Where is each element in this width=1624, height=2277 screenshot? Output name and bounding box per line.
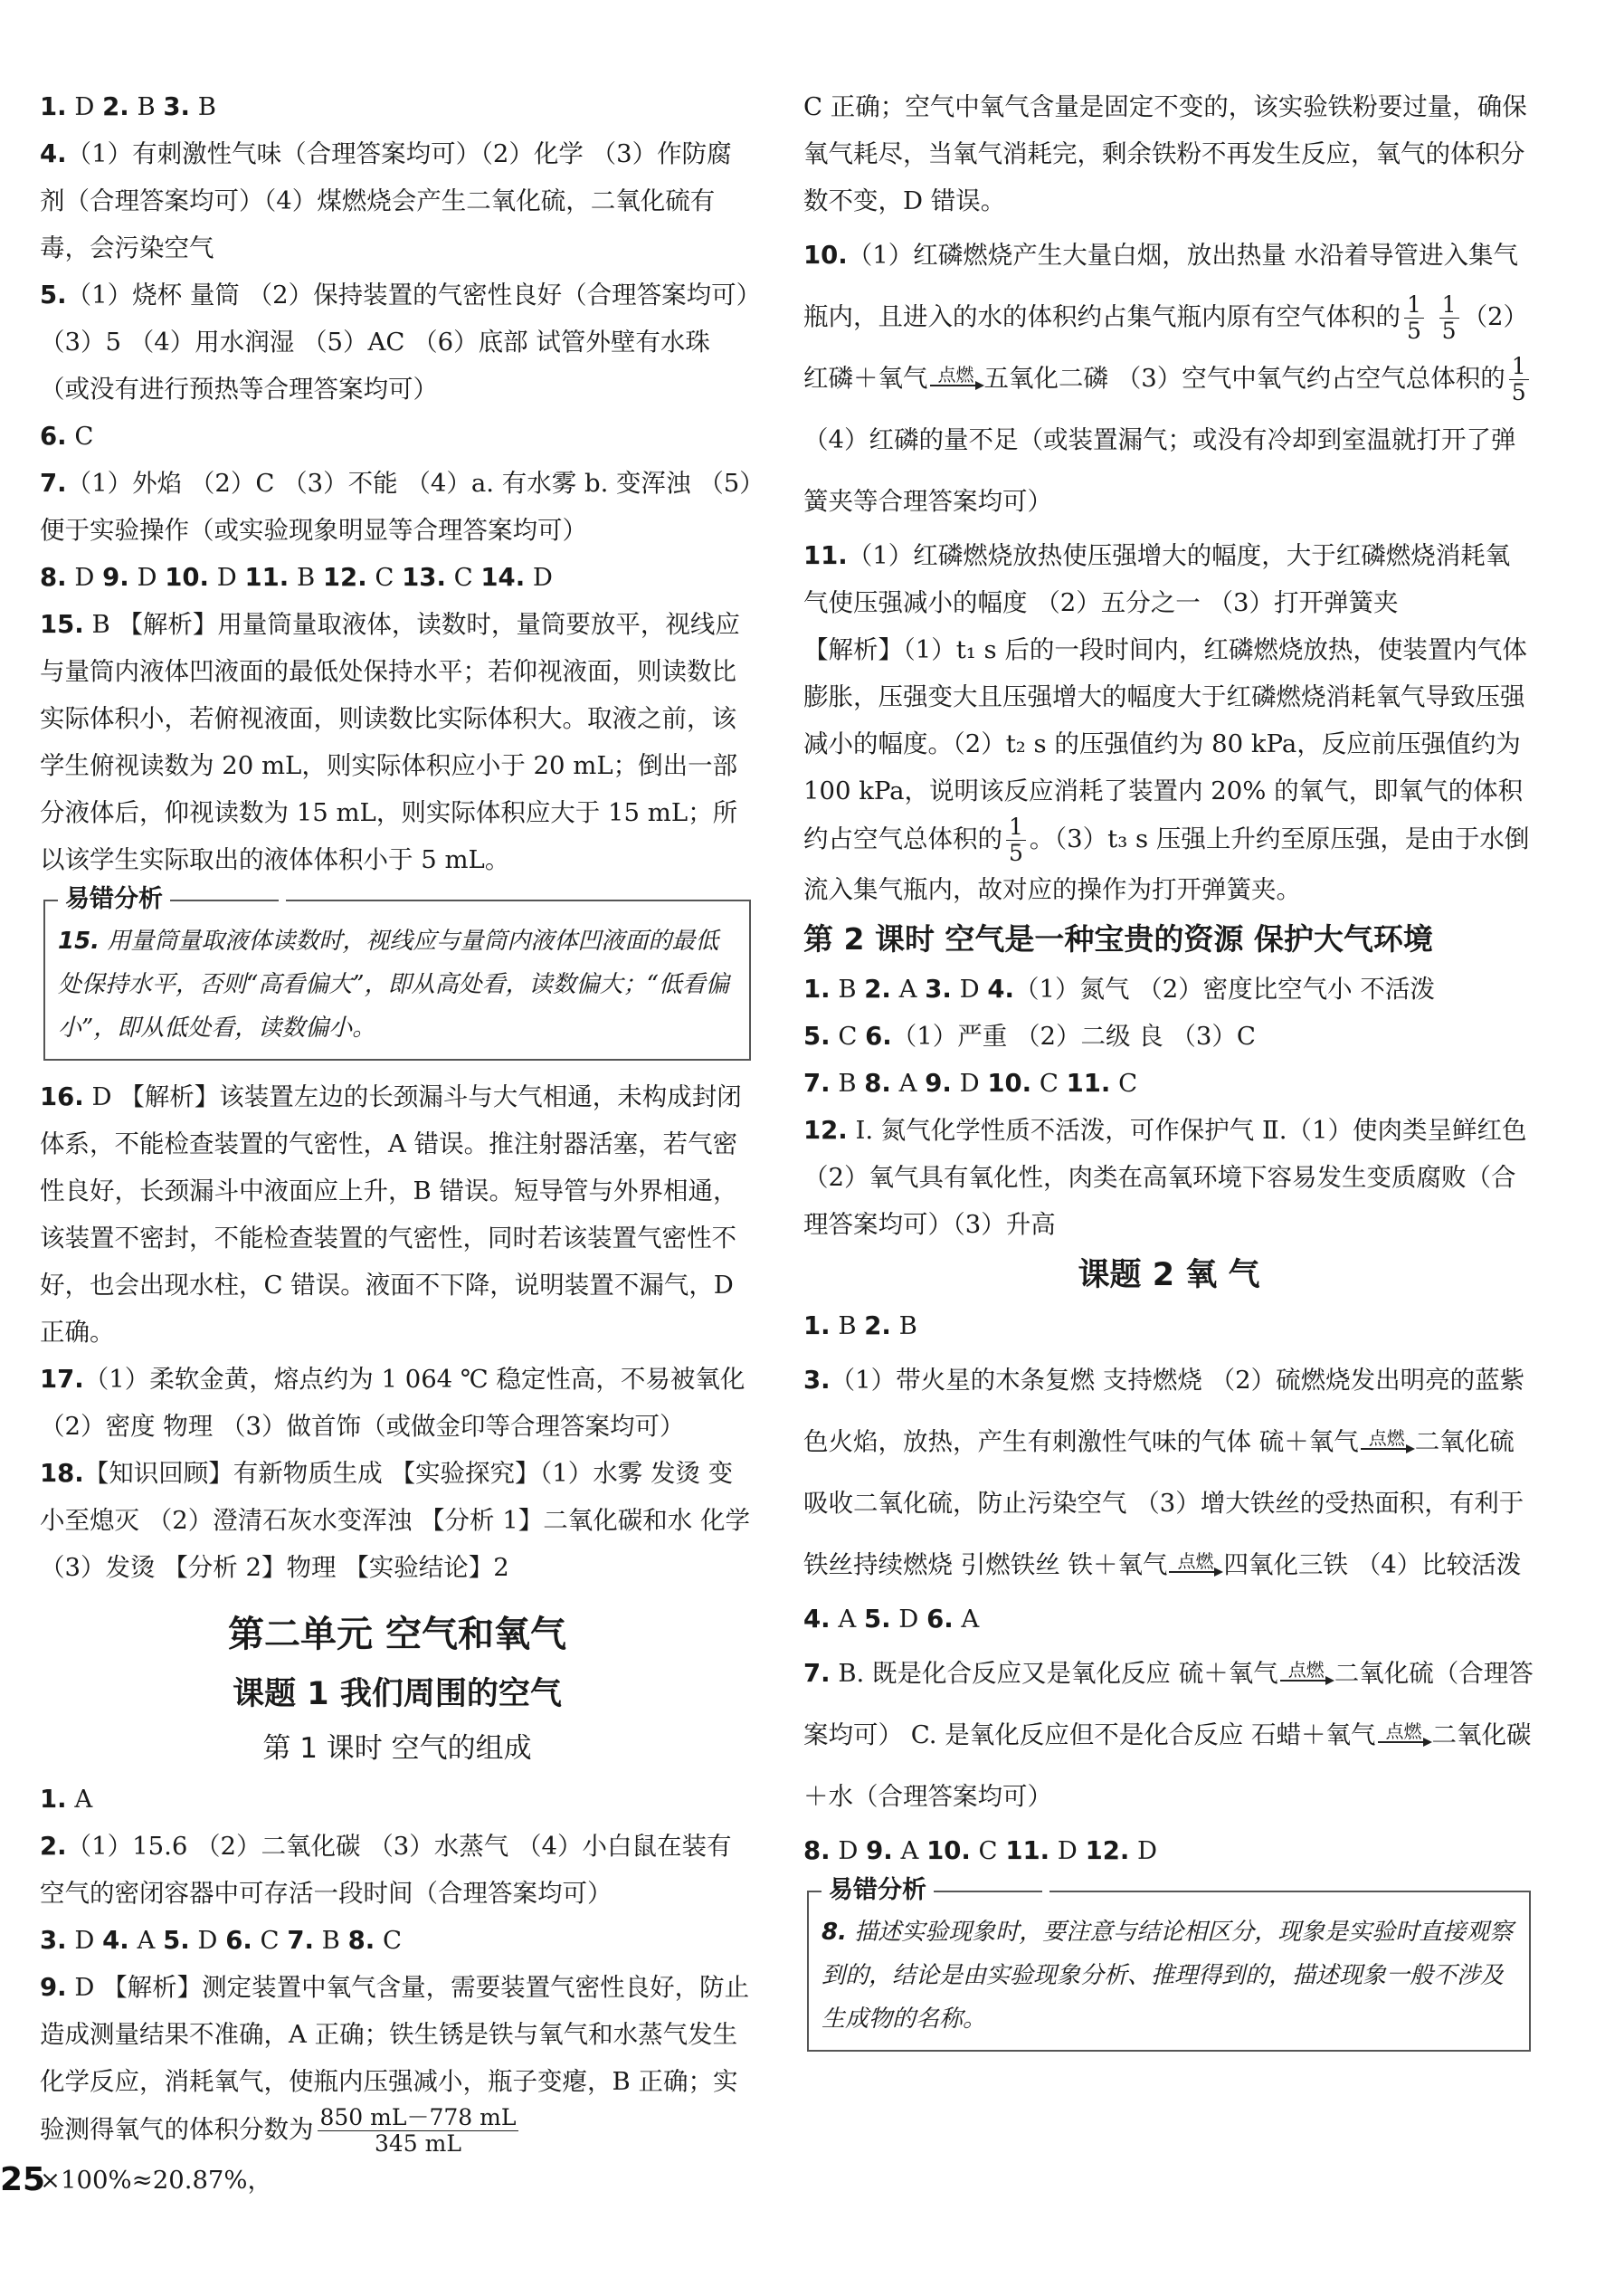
- answer-paragraph: [803, 1060, 1534, 1107]
- question-number: 3.: [925, 975, 952, 1004]
- answer-paragraph: [40, 1073, 755, 1356]
- reaction-arrow-icon: [1169, 1551, 1221, 1573]
- answer-paragraph: [40, 554, 755, 601]
- question-number: 7.: [803, 1659, 831, 1688]
- fraction-denominator: 5: [1407, 318, 1421, 344]
- answer-text: D: [66, 1926, 103, 1955]
- answer-paragraph: [803, 966, 1534, 1013]
- answer-text: B: [128, 92, 164, 121]
- answer-text: B: [830, 1311, 865, 1340]
- answer-paragraph: [803, 224, 1534, 532]
- answer-text: B: [190, 92, 216, 121]
- question-number: 10.: [926, 1836, 971, 1865]
- answer-text: 四氧化三铁 （4）比较活泼: [1223, 1550, 1522, 1579]
- question-number: 5.: [863, 1605, 891, 1634]
- answer-text: B: [313, 1926, 348, 1955]
- question-number: 4.: [102, 1926, 129, 1955]
- answer-text: A: [953, 1605, 980, 1634]
- answer-text: C: [830, 1022, 866, 1051]
- question-number: 8.: [40, 563, 67, 592]
- question-number: 7.: [40, 469, 67, 498]
- unit-heading: 第二单元 空气和氧气: [228, 1614, 566, 1655]
- question-number: 4.: [803, 1605, 831, 1634]
- answer-text: Ⅰ. 氮气化学性质不活泼，可作保护气 Ⅱ.（1）使肉类呈鲜红色 （2）氧气具有氧化性，肉类在高氧环境下容易发生变质腐败（合理答案均可）（3）升高: [803, 1116, 1527, 1239]
- answer-text: D: [1129, 1836, 1158, 1865]
- error-analysis-text: [58, 919, 736, 1050]
- question-number: 5.: [40, 281, 67, 310]
- question-number: 11.: [1005, 1836, 1050, 1865]
- answer-text: D 【解析】该装置左边的长颈漏斗与大气相通，未构成封闭体系，不能检查装置的气密性，A 错误。推注射器活塞，若气密性良好，长颈漏斗中液面应上升，B 错误。短导管与外界相通，该装置不密封，不能检查装置的气密性，同时若该装置气密性不好，也会出现水柱，C 错误。液面不下降，说明装置不漏气，D 正确。: [40, 1082, 742, 1347]
- topic-heading: 课题 2 氧 气: [1078, 1257, 1260, 1293]
- question-number: 6.: [40, 422, 67, 451]
- answer-text: C: [1031, 1069, 1067, 1098]
- error-analysis-title-text: 易错分析: [829, 1876, 926, 1904]
- answer-text: 【解析】（1）t₁ s 后的一段时间内，红磷燃烧放热，使装置内气体膨胀，压强变大且压强增大的幅度大于红磷燃烧消耗氧气导致压强减小的幅度。（2）t₂ s 的压强值约为 80 kPa，反应前压强值约为 100 kPa，说明该反应消耗了装置内 20% 的氧气，即氧气的体积约占空气总体积的: [803, 635, 1527, 853]
- question-number: 3.: [163, 92, 191, 121]
- fraction-numerator: 1: [1404, 292, 1424, 319]
- fraction-denominator: 345 mL: [374, 2130, 461, 2157]
- answer-text: A: [892, 1836, 927, 1865]
- question-number: 6.: [865, 1022, 892, 1051]
- question-number: 10.: [987, 1069, 1032, 1098]
- question-number: 7.: [287, 1926, 314, 1955]
- question-number: 2.: [102, 92, 129, 121]
- answer-text: B: [890, 1311, 917, 1340]
- question-number: 2.: [40, 1832, 67, 1861]
- answer-text: 【知识回顾】有新物质生成 【实验探究】（1）水雾 发烫 变小至熄灭 （2）澄清石灰水变浑浊 【分析 1】二氧化碳和水 化学 （3）发烫 【分析 2】物理 【实验结论】2: [40, 1459, 750, 1582]
- answer-paragraph: [803, 1827, 1534, 1874]
- answer-text: （1）红磷燃烧产生大量白烟，放出热量 水沿着导管进入集气瓶内，且进入的水的体积约占集气瓶内原有空气体积的: [803, 241, 1518, 331]
- answer-text: D: [830, 1836, 867, 1865]
- answer-paragraph: [40, 272, 755, 413]
- answer-text: B. 既是化合反应又是氧化反应 硫＋氧气: [830, 1659, 1278, 1688]
- topic-heading: 第 2 课时 空气是一种宝贵的资源 保护大气环境: [803, 921, 1433, 957]
- error-analysis-box: [807, 1876, 1531, 2052]
- answer-text: D: [951, 975, 988, 1004]
- question-number: 15.: [58, 928, 100, 955]
- answer-text: C: [445, 563, 481, 592]
- fraction: [1439, 292, 1459, 344]
- answer-text: 二氧化硫（合理答案均可） C. 是氧化反应但不是化合反应 石蜡＋氧气: [803, 1659, 1534, 1749]
- answer-paragraph: [803, 1643, 1534, 1827]
- error-analysis-text: [821, 1910, 1516, 2041]
- question-number: 18.: [40, 1459, 84, 1488]
- answer-text: A: [66, 1785, 93, 1814]
- answer-paragraph: [40, 1964, 755, 2204]
- answer-text: C: [970, 1836, 1006, 1865]
- fraction: [1509, 354, 1529, 405]
- question-number: 7.: [803, 1069, 831, 1098]
- question-number: 1.: [40, 92, 67, 121]
- answer-text: （1）15.6 （2）二氧化碳 （3）水蒸气 （4）小白鼠在装有空气的密闭容器中可存活一段时间（合理答案均可）: [40, 1832, 732, 1908]
- answer-text: C: [366, 563, 403, 592]
- question-number: 10.: [803, 241, 848, 270]
- answer-text: B: [830, 975, 865, 1004]
- question-number: 17.: [40, 1365, 84, 1394]
- answer-paragraph: [40, 1917, 755, 1964]
- answer-paragraph: [40, 83, 755, 130]
- answer-paragraph: [803, 1013, 1534, 1060]
- answer-text: [1428, 302, 1436, 331]
- answer-text: D: [66, 92, 103, 121]
- question-number: 8.: [821, 1919, 847, 1946]
- answer-text: B: [289, 563, 323, 592]
- answer-paragraph: [803, 83, 1534, 224]
- answer-text: D: [128, 563, 166, 592]
- question-number: 9.: [866, 1836, 893, 1865]
- answer-text: C: [252, 1926, 288, 1955]
- fraction: [1006, 815, 1026, 866]
- fraction-numerator: 850 mL－778 mL: [318, 2105, 519, 2131]
- title-rule: [170, 900, 279, 901]
- answer-text: （1）严重 （2）二级 良 （3）C: [891, 1022, 1256, 1051]
- fraction: [1404, 292, 1424, 344]
- answer-text: C: [375, 1926, 402, 1955]
- title-rule: [934, 1891, 1042, 1892]
- answer-paragraph: [40, 1823, 755, 1917]
- answer-paragraph: [40, 460, 755, 554]
- question-number: 4.: [40, 139, 67, 168]
- fraction: [318, 2105, 519, 2157]
- question-number: 9.: [40, 1973, 67, 2002]
- left-column: [40, 83, 755, 2204]
- reaction-condition: 点燃: [1385, 1720, 1422, 1742]
- question-number: 12.: [803, 1116, 848, 1145]
- answer-paragraph: [40, 1450, 755, 1591]
- reaction-arrow-icon: [1361, 1428, 1413, 1450]
- error-analysis-title: [821, 1874, 1049, 1907]
- answer-text: D: [208, 563, 245, 592]
- answer-paragraph: [40, 1356, 755, 1450]
- answer-text: D: [189, 1926, 226, 1955]
- question-number: 12.: [322, 563, 367, 592]
- answer-text: D: [525, 563, 553, 592]
- answer-text: A: [890, 975, 926, 1004]
- question-number: 11.: [803, 541, 848, 570]
- answer-paragraph: [803, 1302, 1534, 1349]
- question-number: 8.: [347, 1926, 375, 1955]
- reaction-condition: 点燃: [1287, 1659, 1325, 1681]
- question-number: 16.: [40, 1082, 84, 1111]
- fraction-numerator: 1: [1439, 292, 1459, 319]
- question-number: 2.: [864, 1311, 891, 1340]
- reaction-arrow-icon: [1378, 1721, 1430, 1743]
- question-number: 10.: [165, 563, 209, 592]
- answer-text: C: [1110, 1069, 1138, 1098]
- reaction-condition: 点燃: [1368, 1427, 1405, 1449]
- answer-text: A: [128, 1926, 164, 1955]
- answer-text: （1）氮气 （2）密度比空气小 不活泼: [1013, 975, 1435, 1004]
- answer-text: （1）烧杯 量筒 （2）保持装置的气密性良好（合理答案均可）（3）5 （4）用水润湿 （5）AC （6）底部 试管外壁有水珠（或没有进行预热等合理答案均可）: [40, 281, 749, 404]
- answer-text: D 【解析】测定装置中氧气含量，需要装置气密性良好，防止造成测量结果不准确，A 正确；铁生锈是铁与氧气和水蒸气发生化学反应，消耗氧气，使瓶内压强减小，瓶子变瘪，B 正确；实验测得氧气的体积分数为: [40, 1973, 750, 2144]
- answer-text: B: [830, 1069, 865, 1098]
- question-number: 13.: [402, 563, 446, 592]
- fraction-denominator: 5: [1511, 379, 1526, 405]
- answer-text: D: [890, 1605, 927, 1634]
- answer-text: C: [66, 422, 94, 451]
- question-number: 14.: [480, 563, 526, 592]
- question-number: 11.: [1066, 1069, 1111, 1098]
- answer-text: （1）外焰 （2）C （3）不能 （4）a. 有水雾 b. 变浑浊 （5）便于实验操作（或实验现象明显等合理答案均可）: [40, 469, 753, 545]
- answer-text: 描述实验现象时，要注意与结论相区分，现象是实验时直接观察到的，结论是由实验现象分析、推理得到的，描述现象一般不涉及生成物的名称。: [821, 1919, 1514, 2033]
- error-analysis-title: [58, 883, 286, 916]
- fraction-denominator: 5: [1009, 840, 1023, 866]
- question-number: 1.: [803, 1311, 831, 1340]
- answer-text: （2）红磷＋氧气: [803, 302, 1529, 393]
- answer-text: 五氧化二磷 （3）空气中氧气约占空气总体积的: [983, 364, 1505, 393]
- answer-text: D: [66, 563, 103, 592]
- fraction-numerator: 1: [1006, 815, 1026, 841]
- lesson-heading: 第 1 课时 空气的组成: [262, 1732, 532, 1765]
- question-number: 5.: [803, 1022, 831, 1051]
- error-analysis-box: [43, 885, 751, 1061]
- question-number: 8.: [864, 1069, 891, 1098]
- reaction-arrow-icon: [1280, 1660, 1333, 1682]
- page-number: 25: [0, 2161, 46, 2198]
- error-analysis-title-text: 易错分析: [65, 885, 163, 913]
- answer-text: （4）红磷的量不足（或装置漏气；或没有冷却到室温就打开了弹簧夹等合理答案均可）: [803, 425, 1516, 516]
- answer-text: D: [951, 1069, 988, 1098]
- answer-text: D: [1049, 1836, 1086, 1865]
- reaction-arrow-icon: [930, 365, 983, 386]
- answer-paragraph: [803, 1107, 1534, 1248]
- answer-text: 二氧化硫 吸收二氧化硫，防止污染空气 （3）增大铁丝的受热面积，有利于铁丝持续燃烧 引燃铁丝 铁＋氧气: [803, 1427, 1524, 1579]
- reaction-condition: 点燃: [1177, 1550, 1214, 1572]
- reaction-condition: 点燃: [937, 364, 974, 386]
- answer-paragraph: [40, 601, 755, 883]
- question-number: 8.: [803, 1836, 831, 1865]
- right-column: [803, 83, 1534, 2064]
- question-number: 1.: [40, 1785, 67, 1814]
- fraction-numerator: 1: [1509, 354, 1529, 380]
- answer-text: A: [890, 1069, 926, 1098]
- question-number: 11.: [244, 563, 290, 592]
- question-number: 1.: [803, 975, 831, 1004]
- question-number: 12.: [1085, 1836, 1130, 1865]
- answer-text: （1）带火星的木条复燃 支持燃烧 （2）硫燃烧发出明亮的蓝紫色火焰，放热，产生有刺激性气味的气体 硫＋氧气: [803, 1366, 1525, 1456]
- question-number: 2.: [864, 975, 891, 1004]
- fraction-denominator: 5: [1441, 318, 1457, 344]
- question-number: 4.: [987, 975, 1014, 1004]
- answer-text: （1）柔软金黄，熔点约为 1 064 ℃ 稳定性高，不易被氧化 （2）密度 物理 （3）做首饰（或做金印等合理答案均可）: [40, 1365, 746, 1441]
- answer-paragraph: [40, 413, 755, 460]
- answer-paragraph: [803, 626, 1534, 913]
- answer-paragraph: [40, 1776, 755, 1823]
- answer-text: ×100%≈20.87%，: [40, 2166, 273, 2195]
- question-number: 3.: [803, 1366, 831, 1395]
- answer-text: 用量筒量取液体读数时，视线应与量筒内液体凹液面的最低处保持水平，否则“高看偏大”，即从高处看，读数偏大；“低看偏小”，即从低处看，读数偏小。: [58, 928, 729, 1042]
- answer-text: 二氧化碳＋水（合理答案均可）: [803, 1720, 1532, 1811]
- answer-paragraph: [803, 1349, 1534, 1596]
- answer-text: C 正确；空气中氧气含量是固定不变的，该实验铁粉要过量，确保氧气耗尽，当氧气消耗完，剩余铁粉不再发生反应，氧气的体积分数不变，D 错误。: [803, 92, 1527, 215]
- answer-text: B 【解析】用量筒量取液体，读数时，量筒要放平，视线应与量筒内液体凹液面的最低处保持水平；若仰视液面，则读数比实际体积小，若俯视液面，则读数比实际体积大。取液之前，该学生俯视读数为 20 mL，则实际体积应小于 20 mL；倒出一部分液体后，仰视读数为 15 mL，则实际体积应大于 15 mL；所以该学生实际取出的液体体积小于 5 mL。: [40, 610, 740, 874]
- answer-text: （1）红磷燃烧放热使压强增大的幅度，大于红磷燃烧消耗氧气使压强减小的幅度 （2）五分之一 （3）打开弹簧夹: [803, 541, 1511, 617]
- question-number: 3.: [40, 1926, 67, 1955]
- topic-heading: 课题 1 我们周围的空气: [233, 1676, 562, 1712]
- answer-text: （1）有刺激性气味（合理答案均可）（2）化学 （3）作防腐剂（合理答案均可）（4）煤燃烧会产生二氧化硫，二氧化硫有毒，会污染空气: [40, 139, 732, 262]
- question-number: 5.: [163, 1926, 190, 1955]
- question-number: 9.: [102, 563, 129, 592]
- question-number: 9.: [925, 1069, 952, 1098]
- answer-paragraph: [40, 130, 755, 272]
- answer-text: 。（3）t₃ s 压强上升约至原压强，是由于水倒流入集气瓶内，故对应的操作为打开弹簧夹。: [803, 824, 1530, 904]
- question-number: 15.: [40, 610, 84, 639]
- answer-paragraph: [803, 532, 1534, 626]
- question-number: 6.: [225, 1926, 252, 1955]
- answer-text: A: [830, 1605, 864, 1634]
- question-number: 6.: [926, 1605, 954, 1634]
- answer-paragraph: [803, 1596, 1534, 1643]
